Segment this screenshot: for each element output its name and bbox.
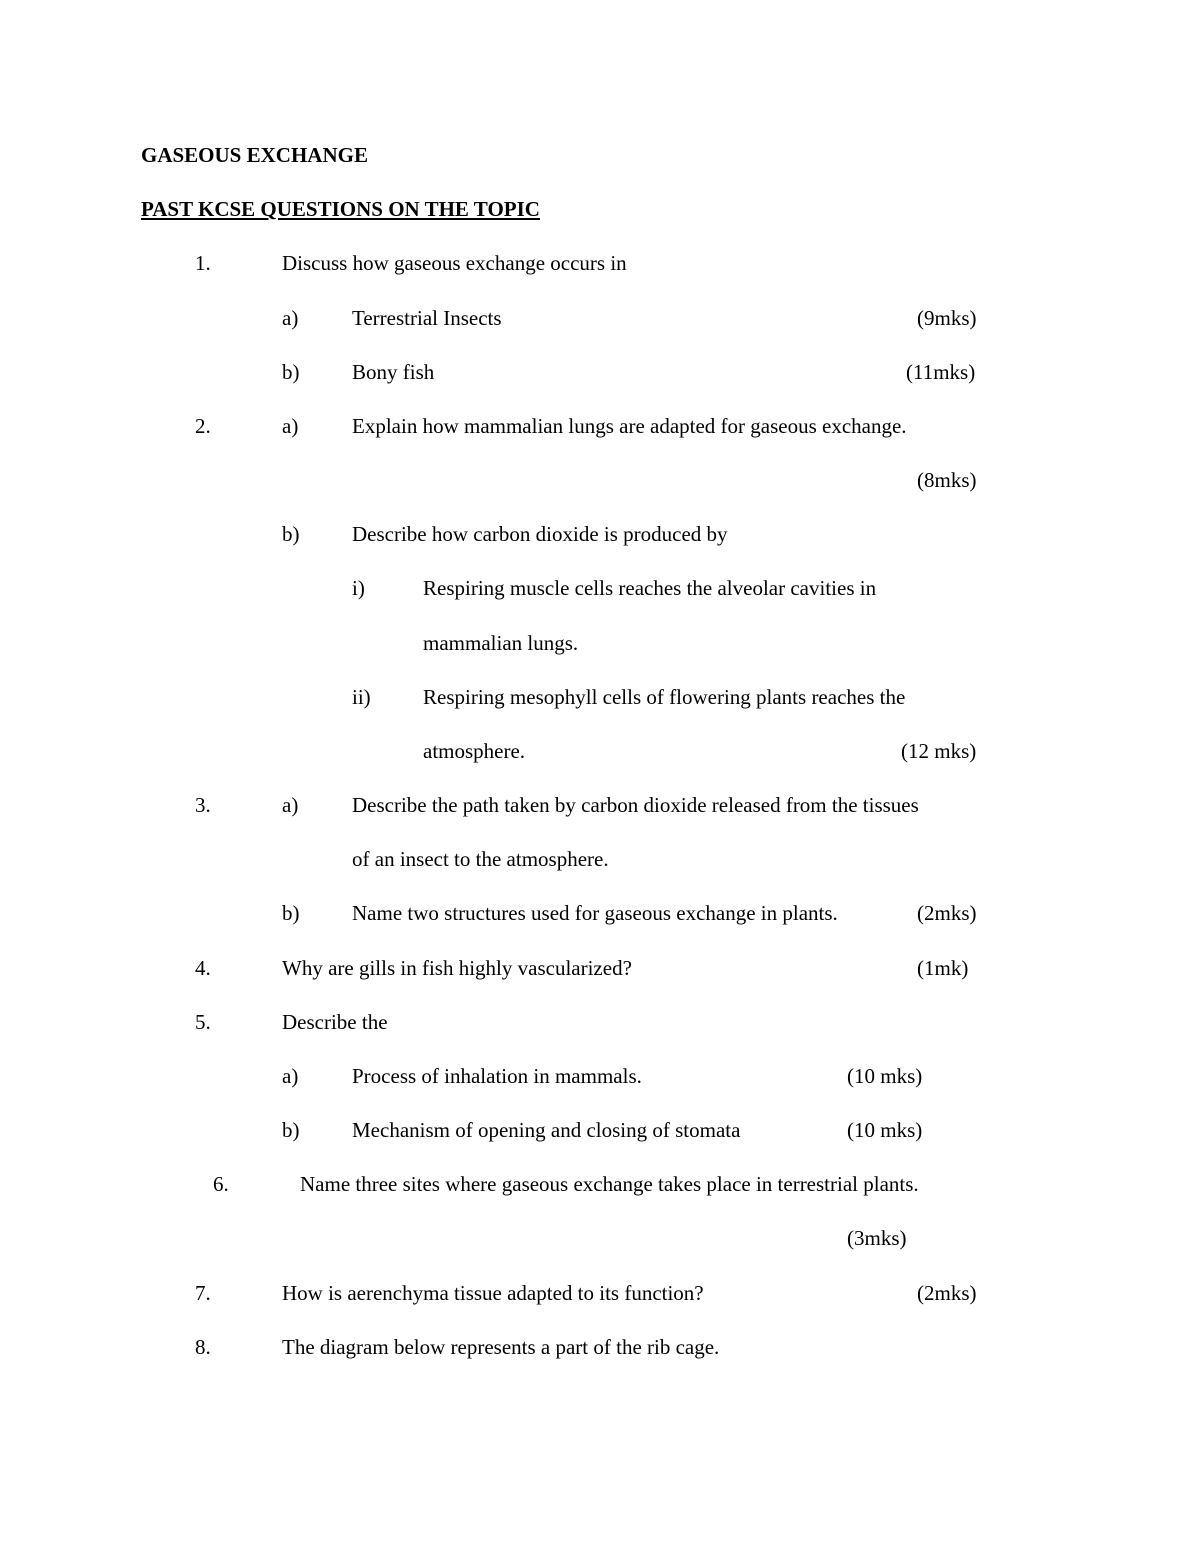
- question-text: Name three sites where gaseous exchange takes place in terrestrial plants.: [300, 1172, 919, 1196]
- marks: (2mks): [917, 901, 977, 925]
- sub-question-label: a): [282, 414, 299, 438]
- sub-question-label: b): [282, 360, 300, 384]
- sub-question-text: Mechanism of opening and closing of stomata: [352, 1118, 741, 1142]
- question-number: 7.: [195, 1281, 211, 1305]
- sub-sub-question-label: ii): [352, 685, 371, 709]
- marks: (10 mks): [847, 1064, 923, 1088]
- sub-question-text: Explain how mammalian lungs are adapted for gaseous exchange.: [352, 414, 907, 438]
- marks: (8mks): [917, 468, 977, 492]
- sub-sub-question-label: i): [352, 576, 365, 600]
- sub-question-text: Describe how carbon dioxide is produced by: [352, 522, 728, 546]
- sub-question-text: Name two structures used for gaseous exchange in plants.: [352, 901, 838, 925]
- sub-question-label: a): [282, 1064, 299, 1088]
- sub-question-label: a): [282, 306, 299, 330]
- question-text: Describe the: [282, 1010, 388, 1034]
- marks: (1mk): [917, 956, 969, 980]
- question-number: 3.: [195, 793, 211, 817]
- question-number: 2.: [195, 414, 211, 438]
- marks: (2mks): [917, 1281, 977, 1305]
- sub-question-text: Describe the path taken by carbon dioxide released from the tissues: [352, 793, 919, 817]
- marks: (12 mks): [901, 739, 977, 763]
- question-text: Discuss how gaseous exchange occurs in: [282, 251, 627, 275]
- sub-question-label: b): [282, 901, 300, 925]
- question-number: 6.: [213, 1172, 229, 1196]
- question-text: How is aerenchyma tissue adapted to its function?: [282, 1281, 704, 1305]
- page-title: GASEOUS EXCHANGE: [141, 143, 368, 167]
- sub-sub-question-text: mammalian lungs.: [423, 631, 579, 655]
- marks: (9mks): [917, 306, 977, 330]
- sub-question-label: b): [282, 1118, 300, 1142]
- sub-question-label: b): [282, 522, 300, 546]
- sub-question-text: Bony fish: [352, 360, 435, 384]
- sub-question-text: Terrestrial Insects: [352, 306, 502, 330]
- question-number: 8.: [195, 1335, 211, 1359]
- marks: (10 mks): [847, 1118, 923, 1142]
- sub-question-text: of an insect to the atmosphere.: [352, 847, 609, 871]
- question-number: 1.: [195, 251, 211, 275]
- question-text: The diagram below represents a part of the rib cage.: [282, 1335, 720, 1359]
- question-number: 5.: [195, 1010, 211, 1034]
- sub-question-label: a): [282, 793, 299, 817]
- marks: (3mks): [847, 1226, 907, 1250]
- sub-sub-question-text: Respiring mesophyll cells of flowering plants reaches the: [423, 685, 906, 709]
- question-number: 4.: [195, 956, 211, 980]
- sub-sub-question-text: Respiring muscle cells reaches the alveolar cavities in: [423, 576, 877, 600]
- page-subtitle: PAST KCSE QUESTIONS ON THE TOPIC: [141, 197, 540, 221]
- marks: (11mks): [906, 360, 976, 384]
- sub-sub-question-text: atmosphere.: [423, 739, 526, 763]
- sub-question-text: Process of inhalation in mammals.: [352, 1064, 642, 1088]
- question-text: Why are gills in fish highly vascularized?: [282, 956, 632, 980]
